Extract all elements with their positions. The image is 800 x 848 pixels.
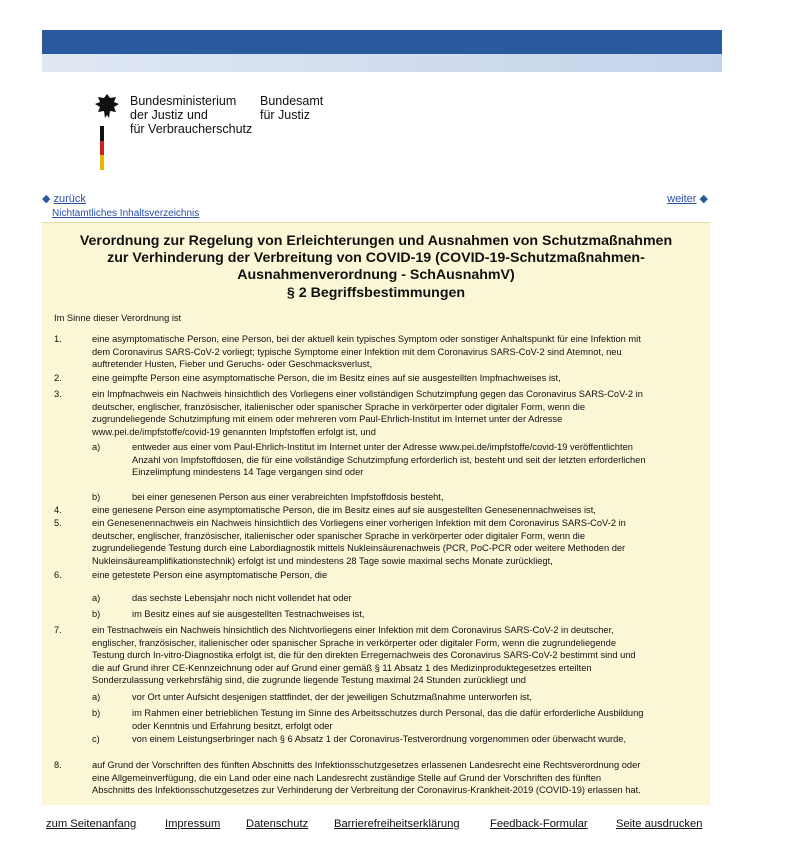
back-link[interactable]: [42, 192, 86, 205]
footer-link-accessibility[interactable]: Barrierefreiheitserklärung: [334, 818, 460, 830]
item-number: b): [92, 708, 101, 718]
item-line: eine geimpfte Person eine asymptomatische Person, die im Besitz eines auf sie ausgestellten Impfnachweises ist,: [92, 373, 561, 383]
header-bar: [42, 30, 722, 54]
item-line: bei einer genesenen Person aus einer verabreichten Impfstoffdosis besteht,: [132, 492, 444, 502]
item-number: 6.: [54, 570, 62, 580]
item-number: 1.: [54, 334, 62, 344]
item-line: zugrundeliegende Testung durch eine Labordiagnostik mittels Nukleinsäurenachweis (PCR, PoC-PCR oder weitere Methoden der: [92, 543, 626, 554]
item-text: [132, 691, 702, 704]
item-line: ein Impfnachweis ein Nachweis hinsichtlich des Vorliegens einer vollständigen Schutzimpfung gegen das Coronavirus SARS-CoV-2 in: [92, 389, 643, 399]
item-line: englischer, französischer, italienischer oder spanischer Sprache in verkörperter oder digitaler Form, wenn die zugrundeliegende: [92, 637, 617, 648]
item-text: [92, 624, 700, 687]
agency-line: für Justiz: [260, 108, 311, 122]
ministry-name: [130, 94, 252, 136]
document-title: [56, 223, 696, 302]
title-line: Verordnung zur Regelung von Erleichterungen und Ausnahmen von Schutzmaßnahmen: [79, 233, 673, 249]
item-text: [92, 517, 700, 567]
item-line: deutscher, englischer, französischer, italienischer oder spanischer Sprache in verkörperter oder digitaler Form, wenn die: [92, 530, 585, 541]
footer-link-top[interactable]: zum Seitenanfang: [46, 818, 137, 830]
forward-link[interactable]: [667, 192, 708, 205]
arrow-right-icon: ◆: [699, 193, 708, 205]
item-number: b): [92, 609, 101, 619]
item-number: b): [92, 492, 101, 502]
item-number: 4.: [54, 505, 62, 515]
item-text: [92, 569, 700, 582]
eagle-icon: [94, 92, 120, 122]
item-line: die auf Grund ihrer CE-Kennzeichnung oder auf Grund einer gemäß § 11 Absatz 1 des Medizinproduktegesetzes erteilten: [92, 662, 592, 673]
item-line: das sechste Lebensjahr noch nicht vollendet hat oder: [132, 593, 352, 603]
item-line: Sonderzulassung verkehrsfähig sind, die zugrunde liegende Testung maximal 24 Stunden zurückliegt und: [92, 675, 526, 686]
item-number: a): [92, 692, 101, 702]
title-line: zur Verhinderung der Verbreitung von COVID-19 (COVID-19-Schutzmaßnahmen-: [107, 250, 645, 267]
forward-link-label[interactable]: weiter: [667, 193, 697, 205]
logo: [94, 92, 494, 172]
item-number: 7.: [54, 625, 62, 635]
item-line: www.pei.de/impfstoffe/covid-19 genannten Impfstoffen erfolgt ist, und: [92, 426, 376, 437]
title-line: § 2 Begriffsbestimmungen: [286, 284, 466, 301]
item-number: 5.: [54, 518, 62, 528]
item-line: auf Grund der Vorschriften des fünften Abschnitts des Infektionsschutzgesetzes erlassenen Landesrecht eine Rechtsverordnung oder: [92, 760, 641, 770]
header-subbar: [42, 54, 722, 72]
item-line: Testung durch In-vitro-Diagnostika erfolgt ist, die für den direkten Erregernachweis des Coronavirus SARS-CoV-2 bestimmt sind und: [92, 650, 636, 661]
item-text: [92, 388, 700, 438]
item-text: [92, 333, 700, 371]
intro-text: Im Sinne dieser Verordnung ist: [54, 313, 182, 323]
ministry-line: Bundesministerium: [130, 94, 237, 108]
toc-link[interactable]: Nichtamtliches Inhaltsverzeichnis: [52, 208, 200, 219]
ministry-line: für Verbraucherschutz: [130, 122, 253, 136]
document-content: [42, 222, 710, 805]
item-line: Einzelimpfung mindestens 14 Tage vergangen sind oder: [132, 467, 364, 478]
item-line: Abschnitts des Infektionsschutzgesetzes zur Verhinderung der Verbreitung der Coronavirus-Krankheit-2019 (COVID-19) erlassen hat.: [92, 785, 641, 796]
item-line: im Rahmen einer betrieblichen Testung im Sinne des Arbeitsschutzes durch Personal, das die dafür erforderliche Ausbildung: [132, 708, 644, 718]
item-line: auftretender Husten, Fieber und Geruchs- oder Geschmacksverlust,: [92, 359, 373, 370]
item-line: eine asymptomatische Person, eine Person, bei der aktuell kein typisches Symptom oder sonstiger Anhaltspunkt für eine Infektion mit: [92, 334, 641, 344]
item-text: [92, 504, 700, 517]
item-number: a): [92, 593, 101, 603]
item-text: [132, 441, 702, 479]
item-number: 2.: [54, 373, 62, 383]
item-line: eine getestete Person eine asymptomatische Person, die: [92, 570, 328, 580]
ministry-line: der Justiz und: [130, 108, 208, 122]
item-line: oder Kenntnis und Erfahrung besitzt, erfolgt oder: [132, 720, 333, 731]
flag-stripe: [100, 126, 104, 170]
agency-line: Bundesamt: [260, 94, 324, 108]
item-number: c): [92, 734, 100, 744]
nav-row: [42, 190, 708, 206]
item-line: Nukleinsäureamplifikationstechnik) erfolgt ist und mindestens 28 Tage sowie maximal sechs Monate zurückliegt,: [92, 555, 553, 566]
item-number: a): [92, 442, 101, 452]
item-number: 3.: [54, 389, 62, 399]
agency-name: [260, 94, 323, 122]
back-link-label[interactable]: zurück: [53, 193, 86, 205]
arrow-left-icon: ◆: [42, 193, 51, 205]
item-line: eine genesene Person eine asymptomatische Person, die im Besitz eines auf sie ausgestellten Genesenennachweises ist,: [92, 505, 596, 515]
item-text: [132, 608, 702, 621]
item-line: ein Testnachweis ein Nachweis hinsichtlich des Nichtvorliegens einer Infektion mit dem Coronavirus SARS-CoV-2 in deutscher,: [92, 625, 614, 635]
footer-link-impressum[interactable]: Impressum: [165, 818, 221, 830]
footer-links: [42, 818, 710, 834]
item-line: zugrundeliegende Schutzimpfung mit einem oder mehreren vom Paul-Ehrlich-Institut im Internet unter der Adresse: [92, 414, 563, 425]
footer-link-datenschutz[interactable]: Datenschutz: [246, 818, 309, 830]
title-line: Ausnahmenverordnung - SchAusnahmV): [237, 267, 515, 284]
footer-link-print[interactable]: Seite ausdrucken: [616, 818, 703, 830]
item-text: [132, 491, 702, 504]
item-text: [92, 759, 700, 797]
item-text: [132, 733, 702, 746]
item-text: [132, 707, 702, 732]
item-line: eine Allgemeinverfügung, die ein Land oder eine nach Landesrecht zuständige Stelle auf Grund der Vorschriften des fünften: [92, 772, 602, 783]
item-number: 8.: [54, 760, 62, 770]
item-line: deutscher, englischer, französischer, italienischer oder spanischer Sprache in verkörperter oder digitaler Form, wenn die: [92, 401, 585, 412]
item-text: [132, 592, 702, 605]
item-text: [92, 372, 700, 385]
item-line: im Besitz eines auf sie ausgestellten Testnachweises ist,: [132, 609, 365, 619]
item-line: ein Genesenennachweis ein Nachweis hinsichtlich des Vorliegens einer vorherigen Infektion mit dem Coronavirus SARS-CoV-2 in: [92, 518, 626, 528]
item-line: von einem Leistungserbringer nach § 6 Absatz 1 der Coronavirus-Testverordnung vorgenommen oder überwacht wurde,: [132, 734, 627, 744]
footer-link-feedback[interactable]: Feedback-Formular: [490, 818, 588, 830]
item-line: entweder aus einer vom Paul-Ehrlich-Institut im Internet unter der Adresse www.pei.de/impfstoffe/covid-19 veröffentlichten: [132, 442, 633, 452]
item-line: dem Coronavirus SARS-CoV-2 vorliegt; typische Symptome einer Infektion mit dem Coronavirus SARS-CoV-2 sind Atemnot, neu: [92, 346, 622, 357]
item-line: Anzahl von Impfstoffdosen, die für eine vollständige Schutzimpfung erforderlich ist, besteht und seit der letzten erforderlichen: [132, 454, 646, 465]
item-line: vor Ort unter Aufsicht desjenigen stattfindet, der der jeweiligen Schutzmaßnahme unterworfen ist,: [132, 692, 532, 702]
